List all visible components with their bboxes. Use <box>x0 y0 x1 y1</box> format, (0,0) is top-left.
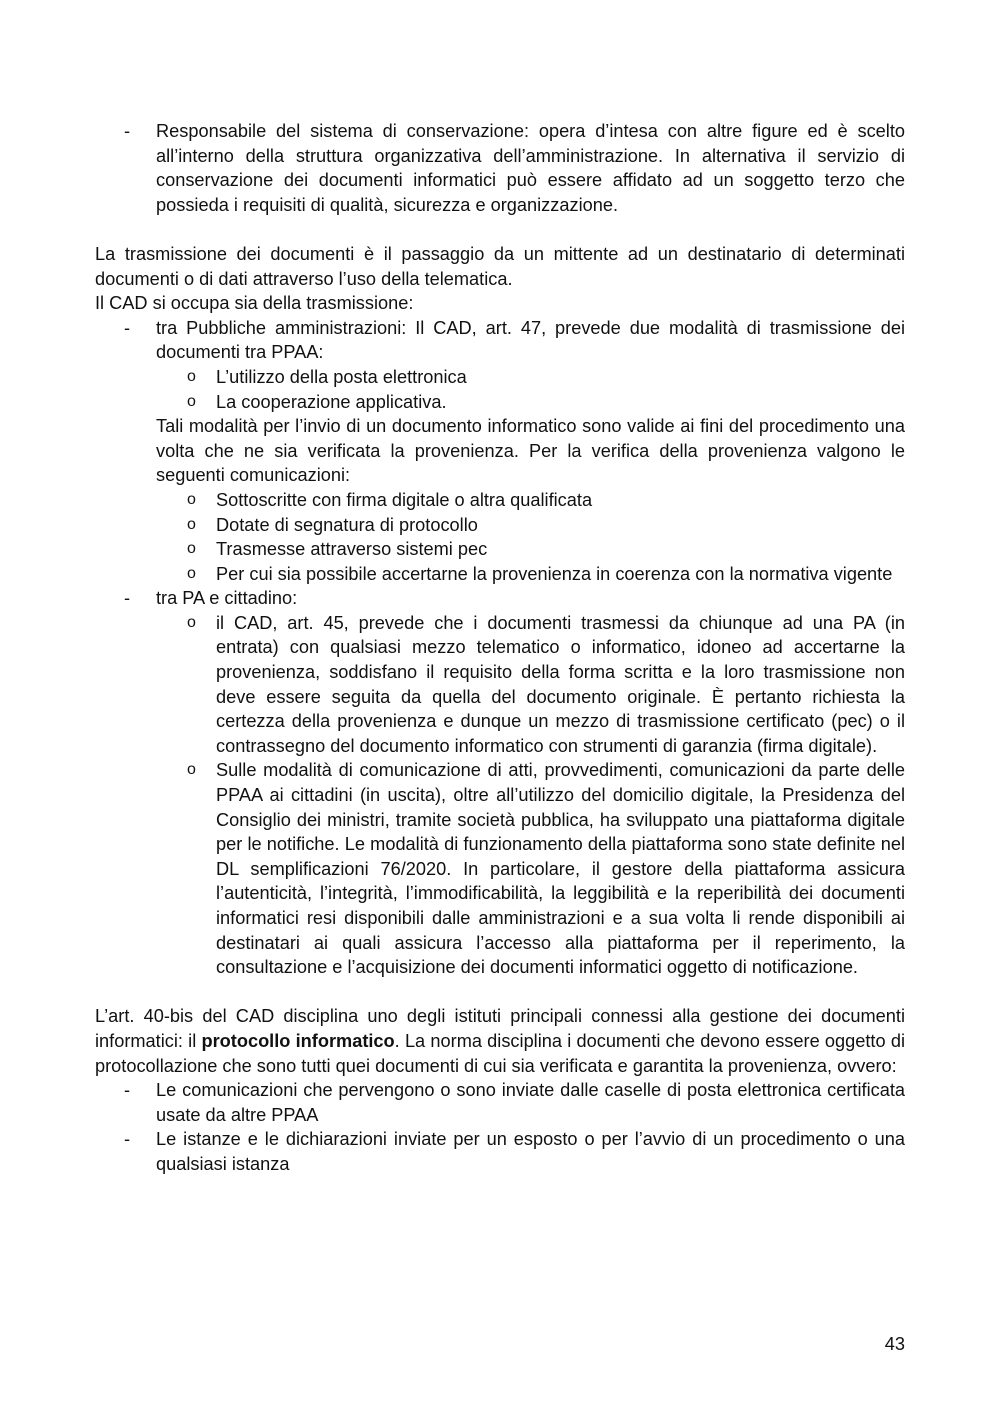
dash-bullet: - <box>124 1080 131 1101</box>
circle-bullet: o <box>187 392 196 410</box>
list-item <box>95 586 905 980</box>
paragraph: L’art. 40-bis del CAD disciplina uno degli istituti principali connessi alla gestione dei documenti informatici: il protocollo informatico. La norma disciplina i documenti che devono essere oggetto di protocollazione che sono tutti quei documenti di cui sia verificata e garantita la provenienza, ovvero: <box>95 1006 905 1076</box>
list-item-text: Responsabile del sistema di conservazione: opera d’intesa con altre figure ed è scelto all’interno della struttura organizzativa dell’amministrazione. In alternativa il servizio di conservazione dei documenti informatici può essere affidato ad un soggetto terzo che possieda i requisiti di qualità, sicurezza e organizzazione. <box>156 121 905 215</box>
sublist <box>156 488 905 586</box>
list-note: Tali modalità per l’invio di un documento informatico sono valide ai fini del procedimento una volta che ne sia verificata la provenienza. Per la verifica della provenienza valgono le seguenti comunicazioni: <box>156 416 905 486</box>
dash-bullet: - <box>124 588 131 609</box>
protocol-list <box>95 1078 905 1176</box>
sublist-item: o Dotate di segnatura di protocollo <box>156 513 905 538</box>
dash-bullet: - <box>124 1129 131 1150</box>
list-item-text: tra Pubbliche amministrazioni: Il CAD, art. 47, prevede due modalità di trasmissione dei documenti tra PPAA: <box>156 317 905 363</box>
list-item <box>95 119 905 217</box>
list-item: - Le istanze e le dichiarazioni inviate per un esposto o per l’avvio di un procedimento o una qualsiasi istanza <box>124 1129 905 1174</box>
circle-bullet: o <box>187 564 196 582</box>
sublist-item: o Sulle modalità di comunicazione di atti, provvedimenti, comunicazioni da parte delle PPAA ai cittadini (in uscita), oltre all’utilizzo del domicilio digitale, la Presidenza del Consiglio dei ministri, tramite società pubblica, ha sviluppato una piattaforma digitale per le notifiche. Le modalità di funzionamento della piattaforma sono state definite nel DL semplificazioni 76/2020. In particolare, il gestore della piattaforma assicura l’autenticità, l’integrità, l’immodificabilità, la leggibilità e la reperibilità dei documenti informatici resi disponibili dalle amministrazioni e a sua volta li rende disponibili ai destinatari ai quali assicura l’accesso alla piattaforma per il reperimento, la consultazione e l’acquisizione dei documenti informatici oggetto di notificazione. <box>187 760 905 978</box>
sublist-item: o La cooperazione applicativa. <box>156 390 905 415</box>
sublist-item: o Trasmesse attraverso sistemi pec <box>156 537 905 562</box>
page-content <box>95 119 905 1177</box>
sublist-item: o L’utilizzo della posta elettronica <box>156 365 905 390</box>
list-item-text: tra PA e cittadino: <box>156 588 298 609</box>
circle-bullet: o <box>187 540 196 558</box>
circle-bullet: o <box>187 490 196 508</box>
circle-bullet: o <box>187 515 196 533</box>
sublist-item: o Sottoscritte con firma digitale o altra qualificata <box>156 488 905 513</box>
page-number: 43 <box>884 1334 905 1354</box>
circle-bullet: o <box>187 367 196 385</box>
dash-bullet: - <box>124 121 131 141</box>
transmission-list <box>95 316 905 980</box>
sublist-item: o il CAD, art. 45, prevede che i documenti trasmessi da chiunque ad una PA (in entrata) con qualsiasi mezzo telematico o informatico, idoneo ad accertarne la provenienza, soddisfano il requisito della forma scritta e la loro trasmissione non deve essere seguita da quella del documento originale. È pertanto richiesta la certezza della provenienza e dunque un mezzo di trasmissione certificato (pec) o il contrassegno del documento informatico con strumenti di garanzia (firma digitale). <box>187 612 905 756</box>
sublist-item: o Per cui sia possibile accertarne la provenienza in coerenza con la normativa vigente <box>156 562 905 587</box>
paragraph: La trasmissione dei documenti è il passaggio da un mittente ad un destinatario di determinati documenti o di dati attraverso l’uso della telematica. <box>95 243 905 289</box>
sublist <box>156 365 905 414</box>
circle-bullet: o <box>187 761 196 779</box>
circle-bullet: o <box>187 613 196 631</box>
paragraph: Il CAD si occupa sia della trasmissione: <box>95 293 414 314</box>
list-item: - Le comunicazioni che pervengono o sono inviate dalle caselle di posta elettronica certificata usate da altre PPAA <box>124 1080 905 1125</box>
conservation-list <box>95 119 905 217</box>
sublist <box>156 611 905 980</box>
bold-term: protocollo informatico <box>201 1030 395 1051</box>
dash-bullet: - <box>124 317 131 338</box>
list-item <box>95 316 905 587</box>
